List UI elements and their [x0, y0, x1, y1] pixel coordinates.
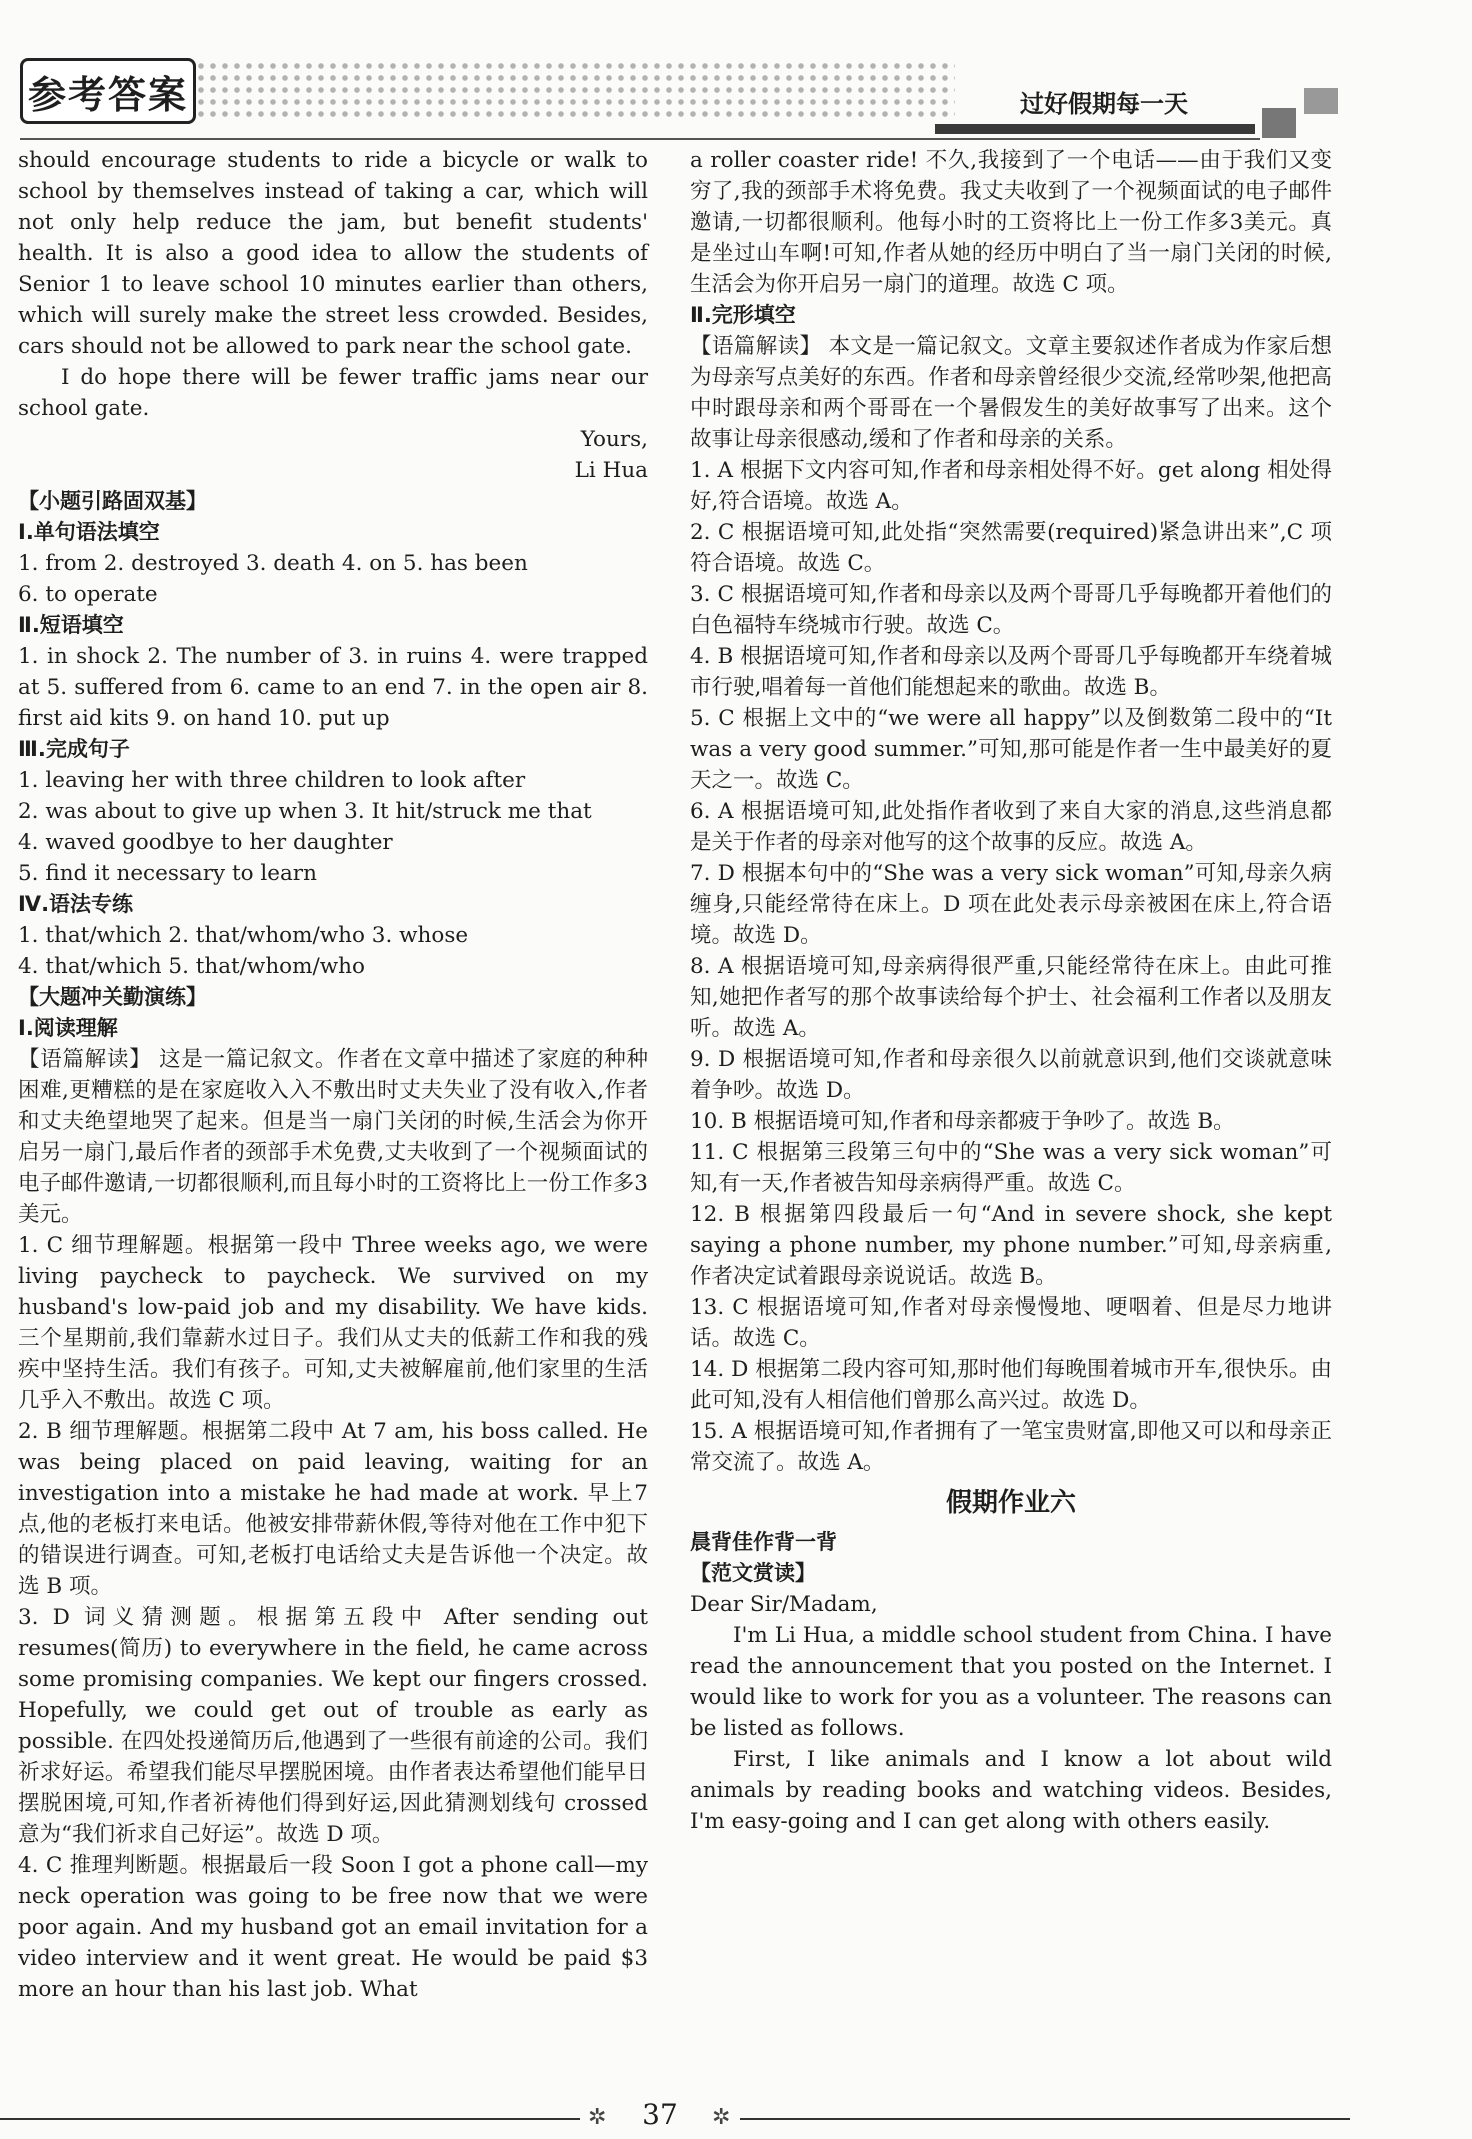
paragraph: 13. C 根据语境可知,作者对母亲慢慢地、哽咽着、但是尽力地讲话。故选 C。: [690, 1295, 1332, 1351]
paragraph: 10. B 根据语境可知,作者和母亲都疲于争吵了。故选 B。: [690, 1109, 1235, 1134]
header-square-decoration: [1262, 108, 1296, 138]
paragraph: 4. C 推理判断题。根据最后一段 Soon I got a phone call—my neck operation was going to be free now that we were poor again. And my husband got an email invitation for a video interview and it went great. He would be paid $3 more an hour than his last job. What: [18, 1853, 648, 2002]
paragraph: 11. C 根据第三段第三句中的“She was a very sick woman”可知,有一天,作者被告知母亲病得严重。故选 C。: [690, 1140, 1332, 1196]
header-bar-decoration: [935, 124, 1255, 134]
paragraph: I'm Li Hua, a middle school student from China. I have read the announcement that you posted on the Internet. I would like to work for you as a volunteer. The reasons can be listed as follows.: [690, 1623, 1332, 1741]
paragraph: 5. C 根据上文中的“we were all happy”以及倒数第二段中的“It was a very good summer.”可知,那可能是作者一生中最美好的夏天之一。故选 C。: [690, 706, 1332, 793]
paragraph: 5. find it necessary to learn: [18, 861, 317, 886]
paragraph: First, I like animals and I know a lot about wild animals by reading books and watching videos. Besides, I'm easy-going and I can get along with others easily.: [690, 1747, 1332, 1834]
paragraph: 6. A 根据语境可知,此处指作者收到了来自大家的消息,这些消息都是关于作者的母亲对他写的这个故事的反应。故选 A。: [690, 799, 1332, 855]
footer-ornament-icon: ✲: [588, 2105, 607, 2130]
paragraph: 1. leaving her with three children to look after: [18, 768, 526, 793]
paragraph: 【语篇解读】 本文是一篇记叙文。文章主要叙述作者成为作家后想为母亲写点美好的东西。作者和母亲曾经很少交流,经常吵架,他把高中时跟母亲和两个哥哥在一个暑假发生的美好故事写了出来。这个故事让母亲很感动,缓和了作者和母亲的关系。: [690, 334, 1332, 452]
paragraph: 12. B 根据第四段最后一句“And in severe shock, she kept saying a phone number, my phone number.”可知,母亲病重,作者决定试着跟母亲说说话。故选 B。: [690, 1202, 1332, 1289]
paragraph: 6. to operate: [18, 582, 158, 607]
paragraph: 1. from 2. destroyed 3. death 4. on 5. has been: [18, 551, 528, 576]
paragraph: a roller coaster ride! 不久,我接到了一个电话——由于我们又变穷了,我的颈部手术将免费。我丈夫收到了一个视频面试的电子邮件邀请,一切都很顺利。他每小时的工资将比上一份工作多3美元。真是坐过山车啊!可知,作者从她的经历中明白了当一扇门关闭的时候,生活会为你开启另一扇门的道理。故选 C 项。: [690, 148, 1332, 297]
paragraph: 3. C 根据语境可知,作者和母亲以及两个哥哥几乎每晚都开着他们的白色福特车绕城市行驶。故选 C。: [690, 582, 1332, 638]
paragraph: 4. that/which 5. that/whom/who: [18, 954, 365, 979]
section-heading: Ⅰ.阅读理解: [18, 1016, 118, 1040]
page-number: 37: [642, 2098, 678, 2131]
paragraph: I do hope there will be fewer traffic jams near our school gate.: [18, 365, 648, 421]
signature-line: Li Hua: [574, 458, 648, 483]
paragraph: 7. D 根据本句中的“She was a very sick woman”可知,母亲久病缠身,只能经常待在床上。D 项在此处表示母亲被困在床上,符合语境。故选 D。: [690, 861, 1332, 948]
signature-line: Yours,: [580, 427, 648, 452]
paragraph: 1. that/which 2. that/whom/who 3. whose: [18, 923, 469, 948]
footer-rule-right: [740, 2118, 1350, 2120]
section-heading: Ⅲ.完成句子: [18, 737, 130, 761]
paragraph: should encourage students to ride a bicycle or walk to school by themselves instead of taking a car, which will not only help reduce the jam, but benefit students' health. It is also a good idea to allow the students of Senior 1 to leave school 10 minutes earlier than others, which will surely make the street less crowded. Besides, cars should not be allowed to park near the school gate.: [18, 148, 648, 359]
section-heading: 【大题冲关勤演练】: [18, 985, 207, 1009]
paragraph: 1. C 细节理解题。根据第一段中 Three weeks ago, we were living paycheck to paycheck. We survived on my husband's low-paid job and my disability. We have kids. 三个星期前,我们靠薪水过日子。我们从丈夫的低薪工作和我的残疾中坚持生活。我们有孩子。可知,丈夫被解雇前,他们家里的生活几乎入不敷出。故选 C 项。: [18, 1233, 648, 1413]
paragraph: 14. D 根据第二段内容可知,那时他们每晚围着城市开车,很快乐。由此可知,没有人相信他们曾那么高兴过。故选 D。: [690, 1357, 1332, 1413]
paragraph: 3. D 词义猜测题。根据第五段中 After sending out resumes(简历) to everywhere in the field, he came across some promising companies. We kept our fingers crossed. Hopefully, we could get out of trouble as early as possible. 在四处投递简历后,他遇到了一些很有前途的公司。我们祈求好运。希望我们能尽早摆脱困境。由作者表达希望他们能早日摆脱困境,可知,作者祈祷他们得到好运,因此猜测划线句 crossed 意为“我们祈求自己好运”。故选 D 项。: [18, 1605, 648, 1847]
paragraph: 2. was about to give up when 3. It hit/struck me that: [18, 799, 592, 824]
paragraph: 9. D 根据语境可知,作者和母亲很久以前就意识到,他们交谈就意味着争吵。故选 D。: [690, 1047, 1332, 1103]
section-heading: Ⅱ.短语填空: [18, 613, 124, 637]
paragraph: Dear Sir/Madam,: [690, 1592, 878, 1617]
header-slogan: 过好假期每一天: [1020, 90, 1188, 118]
paragraph: 2. C 根据语境可知,此处指“突然需要(required)紧急讲出来”,C 项符合语境。故选 C。: [690, 520, 1332, 576]
assignment-title: 假期作业六: [945, 1488, 1076, 1518]
paragraph: 8. A 根据语境可知,母亲病得很严重,只能经常待在床上。由此可推知,她把作者写的那个故事读给每个护士、社会福利工作者以及朋友听。故选 A。: [690, 954, 1332, 1041]
paragraph: 4. B 根据语境可知,作者和母亲以及两个哥哥几乎每晚都开车绕着城市行驶,唱着每一首他们能想起来的歌曲。故选 B。: [690, 644, 1332, 700]
page-header: [0, 0, 1472, 150]
section-heading: 【小题引路固双基】: [18, 489, 207, 513]
section-heading: 【范文赏读】: [690, 1561, 816, 1585]
left-column: [18, 145, 648, 2005]
dot-pattern-decoration: [195, 60, 955, 120]
right-column: [690, 145, 1332, 1837]
section-title: 参考答案: [20, 58, 196, 124]
section-heading: 晨背佳作背一背: [690, 1530, 837, 1554]
paragraph: 1. A 根据下文内容可知,作者和母亲相处得不好。get along 相处得好,符合语境。故选 A。: [690, 458, 1332, 514]
section-heading: Ⅳ.语法专练: [18, 892, 134, 916]
paragraph: 1. in shock 2. The number of 3. in ruins 4. were trapped at 5. suffered from 6. came to an end 7. in the open air 8. first aid kits 9. on hand 10. put up: [18, 644, 648, 731]
paragraph: 15. A 根据语境可知,作者拥有了一笔宝贵财富,即他又可以和母亲正常交流了。故选 A。: [690, 1419, 1332, 1475]
header-square-decoration: [1304, 88, 1338, 114]
paragraph: 【语篇解读】 这是一篇记叙文。作者在文章中描述了家庭的种种困难,更糟糕的是在家庭收入入不敷出时丈夫失业了没有收入,作者和丈夫绝望地哭了起来。但是当一扇门关闭的时候,生活会为你开启另一扇门,最后作者的颈部手术免费,丈夫收到了一个视频面试的电子邮件邀请,一切都很顺利,而且每小时的工资将比上一份工作多3美元。: [18, 1047, 648, 1227]
header-rule: [20, 138, 1260, 140]
footer-rule-left: [0, 2118, 580, 2120]
section-heading: Ⅰ.单句语法填空: [18, 520, 160, 544]
paragraph: 4. waved goodbye to her daughter: [18, 830, 393, 855]
footer-ornament-icon: ✲: [712, 2105, 731, 2130]
paragraph: 2. B 细节理解题。根据第二段中 At 7 am, his boss called. He was being placed on paid leaving, waiting for an investigation into a mistake he had made at work. 早上7点,他的老板打来电话。他被安排带薪休假,等待对他在工作中犯下的错误进行调查。可知,老板打电话给丈夫是告诉他一个决定。故选 B 项。: [18, 1419, 648, 1599]
section-heading: Ⅱ.完形填空: [690, 303, 796, 327]
